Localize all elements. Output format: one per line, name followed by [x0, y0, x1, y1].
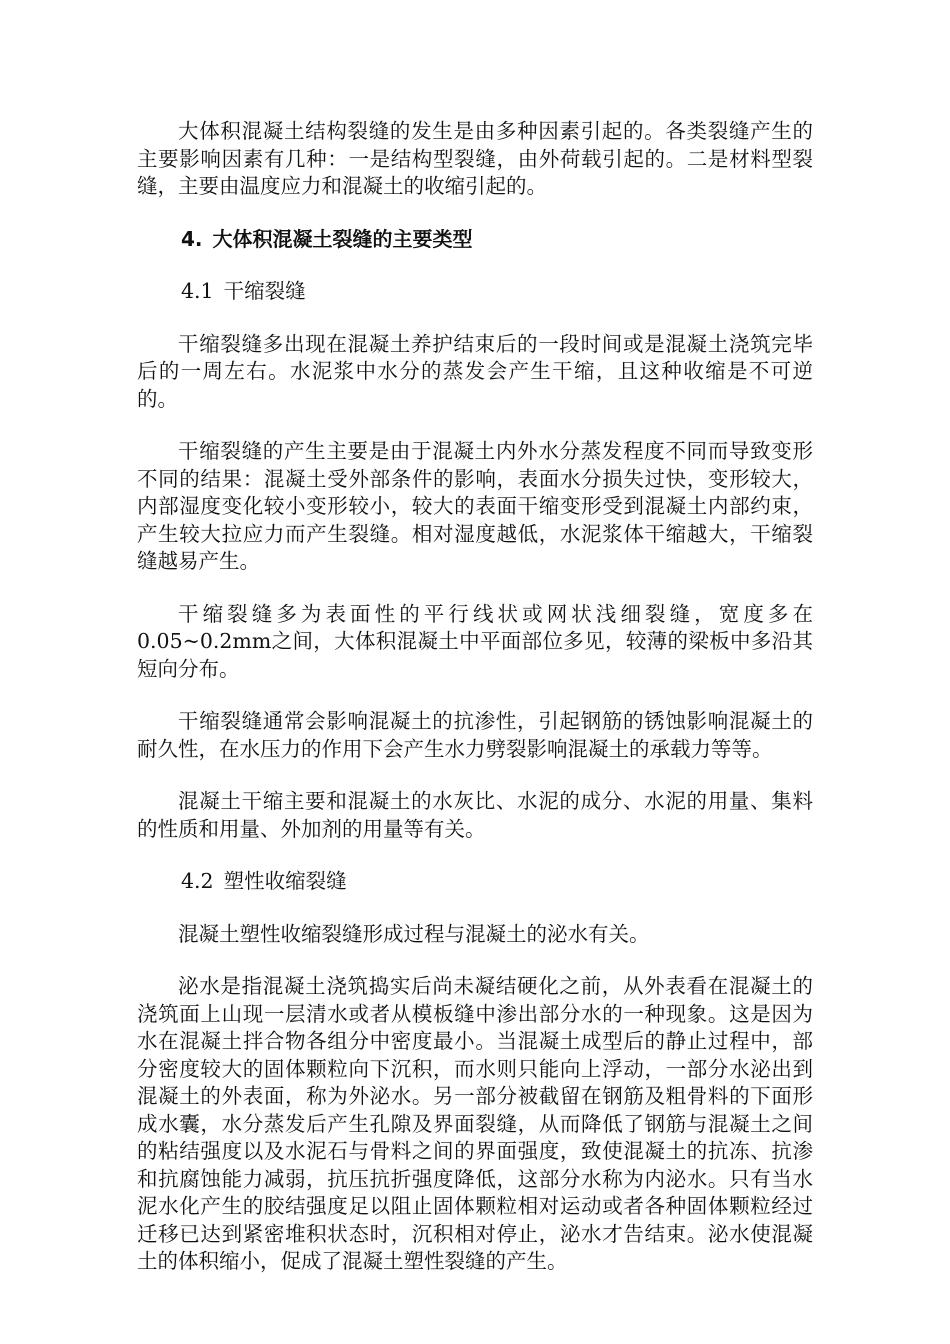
paragraph-intro: 大体积混凝土结构裂缝的发生是由多种因素引起的。各类裂缝产生的主要影响因素有几种：一是结构型裂缝，由外荷载引起的。二是材料型裂缝，主要由温度应力和混凝土的收缩引起的。 [137, 119, 813, 198]
paragraph: 泌水是指混凝土浇筑捣实后尚未凝结硬化之前，从外表看在混凝土的浇筑面上山现一层清水或者从模板缝中渗出部分水的一种现象。这是因为水在混凝土拌合物各组分中密度最小。当混凝土成型后的静止过程中，部分密度较大的固体颗粒向下沉积，而水则只能向上浮动，一部分水泌出到混凝土的外表面，称为外泌水。另一部分被截留在钢筋及粗骨料的下面形成水囊，水分蒸发后产生孔隙及界面裂缝，从而降低了钢筋与混凝土之间的粘结强度以及水泥石与骨料之间的界面强度，致使混凝土的抗冻、抗渗和抗腐蚀能力减弱，抗压抗折强度降低，这部分水称为内泌水。只有当水泥水化产生的胶结强度足以阻止固体颗粒相对运动或者各种固体颗粒经过迁移已达到紧密堆积状态时，沉积相对停止，泌水才告结束。泌水使混凝土的体积缩小，促成了混凝土塑性裂缝的产生。 [137, 974, 813, 1273]
paragraph: 干缩裂缝通常会影响混凝土的抗渗性，引起钢筋的锈蚀影响混凝土的耐久性，在水压力的作用下会产生水力劈裂影响混凝土的承载力等等。 [137, 709, 813, 761]
subsection-heading-4-1 [137, 278, 813, 306]
subsection-heading-4-2 [137, 868, 813, 896]
document-page [137, 118, 813, 1301]
paragraph: 混凝土干缩主要和混凝土的水灰比、水泥的成分、水泥的用量、集料的性质和用量、外加剂的用量等有关。 [137, 789, 813, 841]
subsection-number: 4.2 [181, 869, 214, 893]
paragraph: 混凝土塑性收缩裂缝形成过程与混凝土的泌水有关。 [178, 921, 650, 946]
subsection-title: 干缩裂缝 [223, 279, 306, 303]
subsection-number: 4.1 [181, 279, 214, 303]
paragraph: 干缩裂缝的产生主要是由于混凝土内外水分蒸发程度不同而导致变形不同的结果：混凝土受外部条件的影响，表面水分损失过快，变形较大，内部湿度变化较小变形较小，较大的表面干缩变形受到混凝土内部约束，产生较大拉应力而产生裂缝。相对湿度越低，水泥浆体干缩越大，干缩裂缝越易产生。 [137, 439, 813, 573]
subsection-title: 塑性收缩裂缝 [223, 869, 347, 893]
section-number: 4. [181, 226, 203, 251]
section-title: 大体积混凝土裂缝的主要类型 [212, 226, 473, 251]
paragraph: 干缩裂缝多为表面性的平行线状或网状浅细裂缝，宽度多在0.05~0.2mm之间，大体积混凝土中平面部位多见，较薄的梁板中多沿其短向分布。 [137, 601, 813, 681]
section-heading [137, 226, 813, 254]
paragraph: 干缩裂缝多出现在混凝土养护结束后的一段时间或是混凝土浇筑完毕后的一周左右。水泥浆中水分的蒸发会产生干缩，且这种收缩是不可逆的。 [137, 331, 813, 411]
